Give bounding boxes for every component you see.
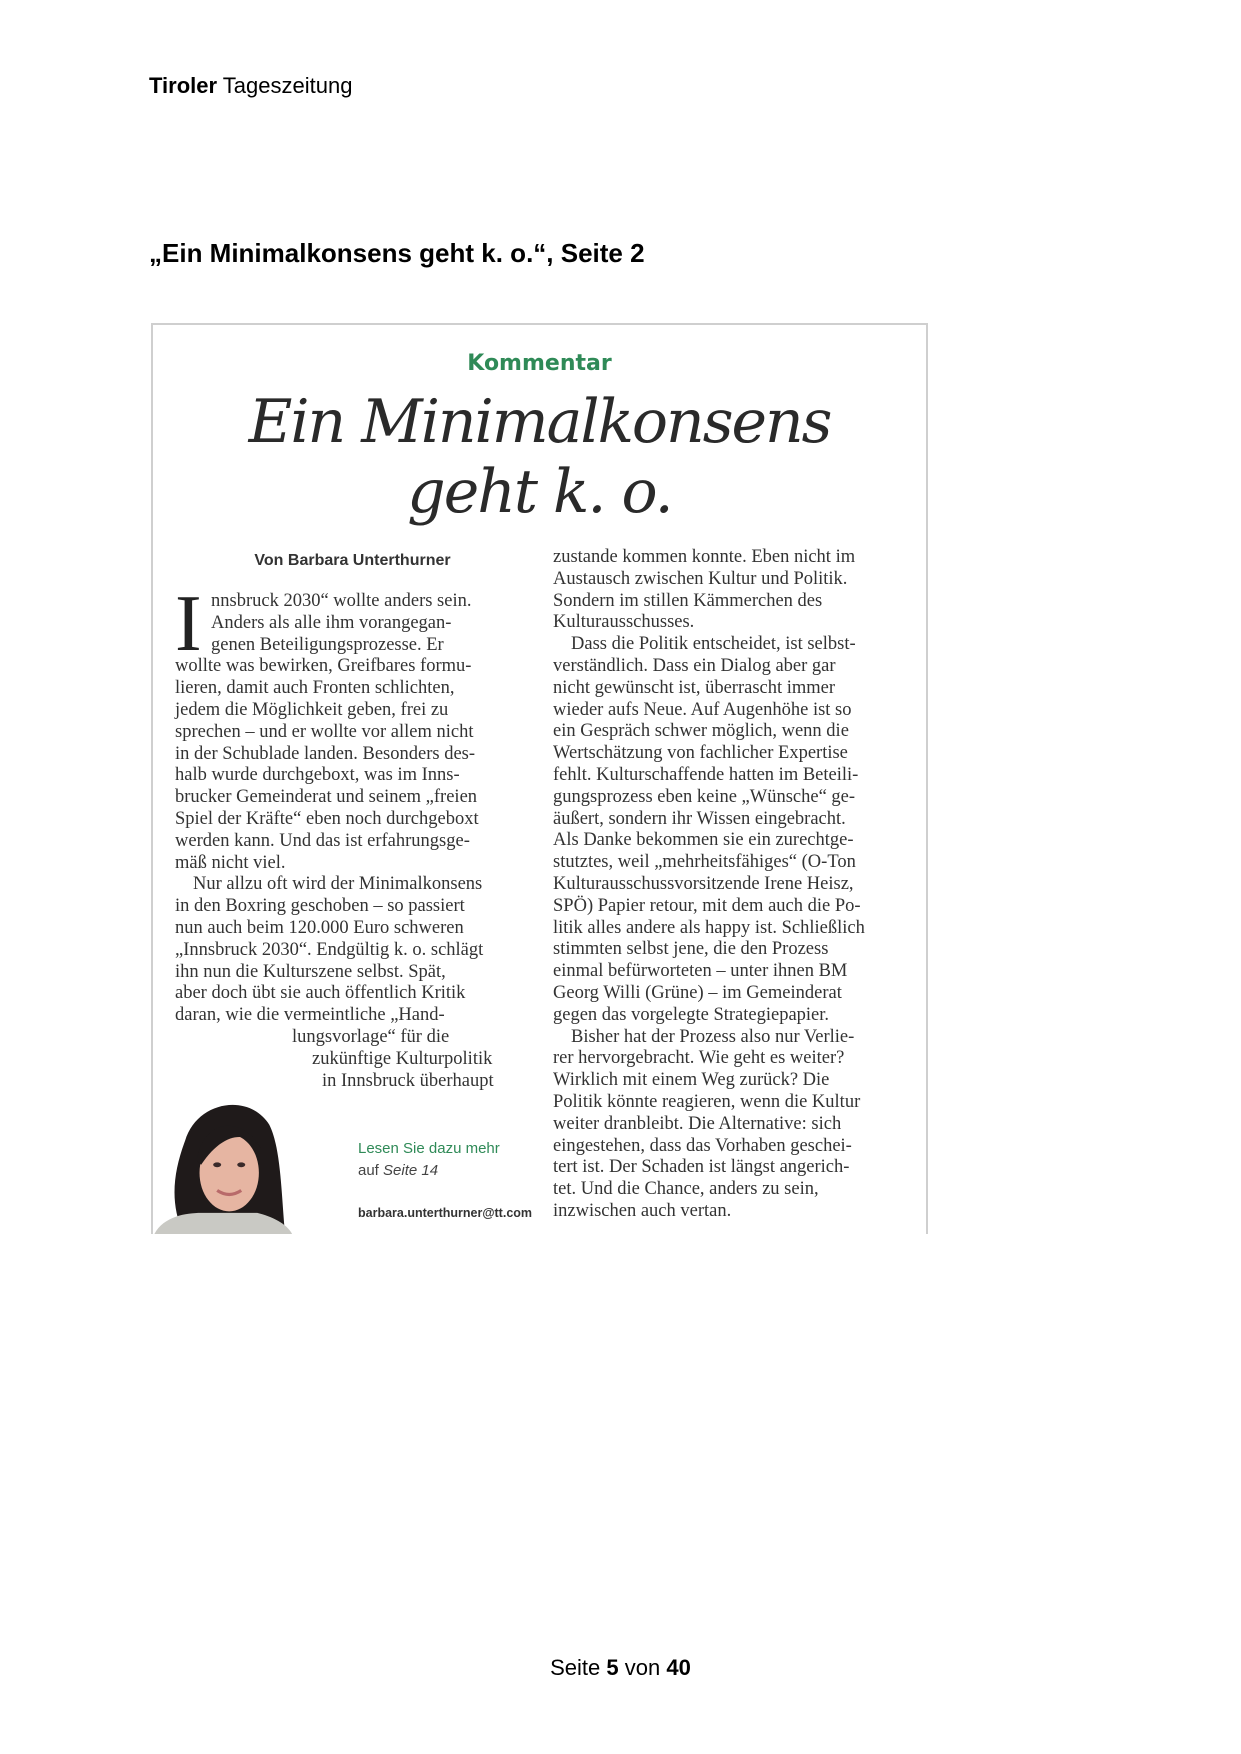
text-line: Dass die Politik entscheidet, ist selbst-: [571, 634, 856, 655]
text-line: lungsvorlage“ für die: [292, 1026, 450, 1047]
author-photo: [153, 1047, 303, 1234]
text-line: gegen das vorgelegte Strategiepapier.: [553, 1004, 830, 1025]
read-more-note: [358, 1138, 500, 1182]
text-line: in den Boxring geschoben – so passiert: [175, 896, 465, 917]
text-line: genen Beteiligungsprozesse. Er: [211, 634, 444, 655]
text-line: sprechen – und er wollte vor allem nicht: [175, 721, 474, 742]
text-line: ein Gespräch schwer möglich, wenn die: [553, 721, 849, 742]
text-line: stimmten selbst jene, die den Prozess: [553, 939, 829, 960]
text-line: zukünftige Kulturpolitik: [312, 1048, 493, 1069]
text-line: wollte was bewirken, Greifbares formu-: [175, 656, 472, 677]
text-line: Sondern im stillen Kämmerchen des: [553, 590, 823, 611]
text-line: „Innsbruck 2030“. Endgültig k. o. schlägt: [175, 939, 484, 960]
text-line: brucker Gemeinderat und seinem „freien: [175, 787, 478, 808]
text-line: äußert, sondern ihr Wissen eingebracht.: [553, 808, 846, 829]
text-line: eingestehen, dass das Vorhaben geschei-: [553, 1135, 852, 1156]
text-line: nun auch beim 120.000 Euro schweren: [175, 917, 464, 938]
text-line: einmal befürworteten – unter ihnen BM: [553, 961, 848, 982]
text-line: ihn nun die Kulturszene selbst. Spät,: [175, 961, 446, 982]
text-line: rer hervorgebracht. Wie geht es weiter?: [553, 1048, 845, 1069]
text-line: stutztes, weil „mehrheitsfähiges“ (O-Ton: [553, 852, 856, 873]
text-line: zustande kommen konnte. Eben nicht im: [553, 547, 856, 567]
text-line: Kulturausschusses.: [553, 612, 695, 633]
text-line: Kulturausschussvorsitzende Irene Heisz,: [553, 873, 854, 894]
footer-page: 5: [606, 1655, 619, 1680]
footer-total: 40: [666, 1655, 691, 1680]
text-line: inzwischen auch vertan.: [553, 1200, 732, 1221]
text-line: Als Danke bekommen sie ein zurechtge-: [553, 830, 854, 851]
footer-mid: von: [624, 1655, 661, 1680]
headline-line-1: Ein Minimalkonsens: [248, 387, 831, 457]
text-line: Austausch zwischen Kultur und Politik.: [553, 568, 848, 589]
text-line: mäß nicht viel.: [175, 852, 286, 873]
footer-prefix: Seite: [550, 1655, 601, 1680]
headline-line-2: geht k. o.: [407, 457, 672, 527]
text-line: in der Schublade landen. Besonders des-: [175, 743, 476, 764]
brand-bold: Tiroler: [149, 73, 218, 98]
text-line: in Innsbruck überhaupt: [322, 1070, 494, 1091]
text-line: halb wurde durchgeboxt, was im Inns-: [175, 765, 460, 786]
note-auf: auf: [358, 1162, 379, 1179]
text-line: nicht gewünscht ist, überrascht immer: [553, 677, 836, 698]
text-line: Bisher hat der Prozess also nur Verlie-: [571, 1026, 855, 1047]
text-line: daran, wie die vermeintliche „Hand-: [175, 1005, 445, 1026]
brand-rest: Tageszeitung: [222, 73, 353, 98]
article-clipping: [151, 323, 928, 1234]
author-email: barbara.unterthurner@tt.com: [358, 1206, 533, 1220]
left-column: [175, 580, 535, 1092]
text-line: nnsbruck 2030“ wollte anders sein.: [211, 591, 472, 611]
text-line: tert ist. Der Schaden ist längst angerich-: [553, 1157, 850, 1178]
article-headline: [153, 387, 926, 527]
text-line: Politik könnte reagieren, wenn die Kultur: [553, 1091, 861, 1112]
newspaper-name: [149, 73, 352, 99]
text-line: lieren, damit auch Fronten schlichten,: [175, 678, 455, 699]
text-line: litik alles andere als happy ist. Schließlich: [553, 917, 865, 938]
document-title: „Ein Minimalkonsens geht k. o.“, Seite 2: [149, 238, 645, 268]
right-column: [553, 547, 913, 1223]
text-line: wieder aufs Neue. Auf Augenhöhe ist so: [553, 699, 852, 720]
text-line: Wertschätzung von fachlicher Expertise: [553, 743, 848, 764]
text-line: Anders als alle ihm vorangegan-: [211, 612, 452, 633]
text-line: Spiel der Kräfte“ eben noch durchgeboxt: [175, 808, 479, 829]
note-line-1: Lesen Sie dazu mehr: [358, 1140, 500, 1157]
text-line: Nur allzu oft wird der Minimalkonsens: [193, 874, 483, 895]
text-line: fehlt. Kulturschaffende hatten im Beteili-: [553, 764, 859, 785]
text-line: Wirklich mit einem Weg zurück? Die: [553, 1070, 830, 1091]
text-line: SPÖ) Papier retour, mit dem auch die Po-: [553, 895, 861, 916]
note-page-ref: Seite 14: [383, 1162, 439, 1179]
article-kicker: Kommentar: [467, 351, 612, 376]
text-line: Georg Willi (Grüne) – im Gemeinderat: [553, 982, 842, 1003]
text-line: jedem die Möglichkeit geben, frei zu: [175, 699, 449, 720]
text-line: werden kann. Und das ist erfahrungsge-: [175, 830, 470, 851]
text-line: tet. Und die Chance, anders zu sein,: [553, 1179, 819, 1200]
drop-cap: I: [175, 580, 202, 668]
text-line: verständlich. Dass ein Dialog aber gar: [553, 655, 836, 676]
byline: Von Barbara Unterthurner: [254, 552, 451, 569]
page-footer: [0, 1655, 1241, 1681]
text-line: gungsprozess eben keine „Wünsche“ ge-: [553, 786, 856, 807]
text-line: weiter dranbleibt. Die Alternative: sich: [553, 1113, 842, 1134]
text-line: aber doch übt sie auch öffentlich Kritik: [175, 983, 466, 1004]
